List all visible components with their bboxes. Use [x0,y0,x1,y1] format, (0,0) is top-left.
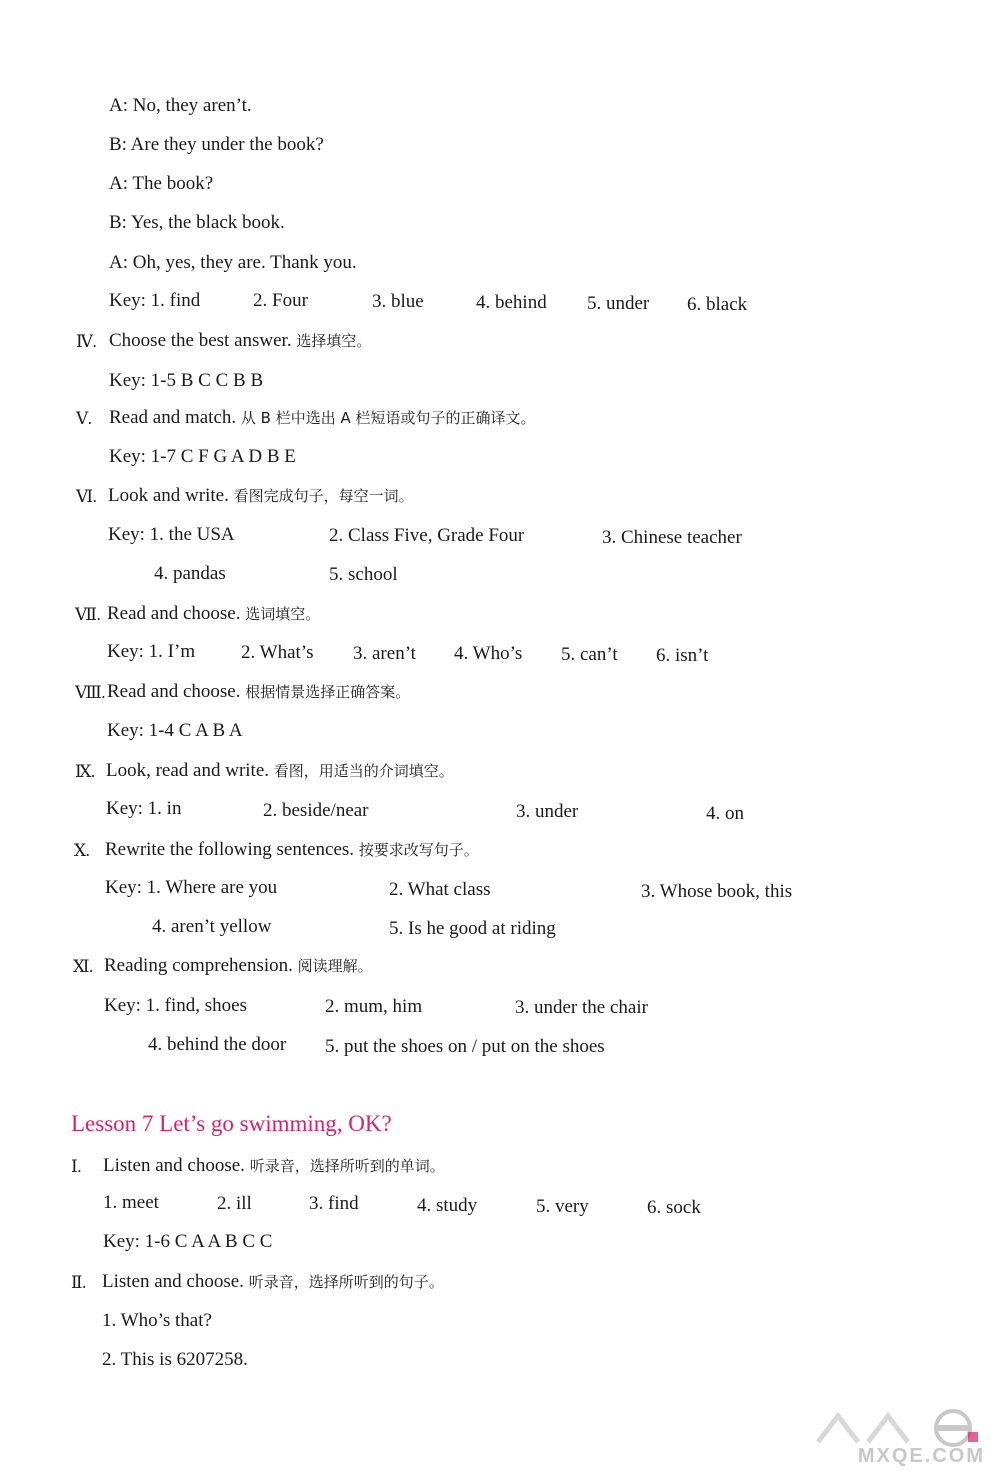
section-heading: Rewrite the following sentences. 按要求改写句子。 [105,839,479,860]
section-key-item: 4. pandas [154,563,226,584]
section-number: Ⅺ. [73,957,93,976]
section-key: Key: 1-7 C F G A D B E [109,446,296,467]
key3-item: 5. under [587,293,650,314]
watermark-logo [808,1408,993,1470]
dialogue-line-5: A: Oh, yes, they are. Thank you. [109,252,357,273]
section-number: Ⅱ. [71,1273,86,1292]
section-number: Ⅹ. [74,841,90,860]
section-key: Key: 1-5 B C C B B [109,370,264,391]
section-key: Key: 1-4 C A B A [107,720,243,741]
section-key: Key: 1. the USA [108,524,235,545]
section-key-item: 3. Chinese teacher [602,527,742,548]
section-key: Key: 1. I’m [107,641,196,662]
word-item: 4. study [417,1195,478,1216]
section-key-item: 3. under the chair [515,997,648,1018]
section-heading: Read and match. 从 B 栏中选出 A 栏短语或句子的正确译文。 [109,407,536,428]
key3-label: Key: 1. find [109,290,201,311]
key3-item: 6. black [687,294,748,315]
section-number: Ⅵ. [76,487,97,506]
dialogue-line-2: B: Are they under the book? [109,134,324,155]
section-key-item: 3. Whose book, this [641,881,793,902]
section-key: Key: 1. in [106,798,182,819]
section-number: Ⅰ. [71,1157,81,1176]
section-key-item: 2. What’s [241,642,314,663]
section-key-item: 4. behind the door [148,1034,287,1055]
section-number: Ⅳ. [76,332,97,351]
dialogue-line-1: A: No, they aren’t. [109,95,252,116]
section-heading: Look, read and write. 看图，用适当的介词填空。 [106,760,454,781]
watermark-text: MXQE.COM [857,1445,985,1467]
section-key-item: 2. beside/near [263,800,369,821]
section-number: Ⅴ. [76,409,92,428]
section-heading: Listen and choose. 听录音，选择所听到的句子。 [102,1271,444,1292]
section-key-item: 2. What class [389,879,491,900]
key3-item: 2. Four [253,290,308,311]
word-item: 6. sock [647,1197,701,1218]
sentence-item: 2. This is 6207258. [102,1349,248,1370]
word-item: 3. find [309,1193,359,1214]
section-number: Ⅷ. [75,683,106,702]
dialogue-line-3: A: The book? [109,173,214,194]
section-heading: Look and write. 看图完成句子，每空一词。 [108,485,414,506]
section-key-item: 3. under [516,801,579,822]
section-heading: Read and choose. 选词填空。 [107,603,321,624]
section-key-item: 6. isn’t [656,645,709,666]
section-key-item: 4. on [706,803,744,824]
section-key-item: 5. school [329,564,398,585]
watermark-emblem-icon [808,1408,993,1448]
section-number: Ⅸ. [75,762,95,781]
section-number: Ⅶ. [75,605,101,624]
lesson-title: Lesson 7 Let’s go swimming, OK? [71,1111,392,1136]
section-key-item: 4. aren’t yellow [152,916,272,937]
section-key-item: 2. Class Five, Grade Four [329,525,525,546]
key3-item: 3. blue [372,291,424,312]
word-item: 5. very [536,1196,589,1217]
section-heading: Choose the best answer. 选择填空。 [109,330,372,351]
section-key: Key: 1. Where are you [105,877,278,898]
section-key: Key: 1. find, shoes [104,995,248,1016]
section-key-item: 5. Is he good at riding [389,918,556,939]
section-heading: Read and choose. 根据情景选择正确答案。 [107,681,411,702]
word-item: 1. meet [103,1192,159,1213]
word-item: 2. ill [217,1193,252,1214]
section-heading: Listen and choose. 听录音，选择所听到的单词。 [103,1155,445,1176]
section-key-item: 5. can’t [561,644,618,665]
key3-item: 4. behind [476,292,547,313]
sentence-item: 1. Who’s that? [102,1310,212,1331]
dialogue-line-4: B: Yes, the black book. [109,212,285,233]
section-key-item: 4. Who’s [454,643,523,664]
section-key-item: 5. put the shoes on / put on the shoes [325,1036,605,1057]
section-key: Key: 1-6 C A A B C C [103,1231,273,1252]
section-key-item: 2. mum, him [325,996,423,1017]
section-key-item: 3. aren’t [353,643,416,664]
section-heading: Reading comprehension. 阅读理解。 [104,955,373,976]
